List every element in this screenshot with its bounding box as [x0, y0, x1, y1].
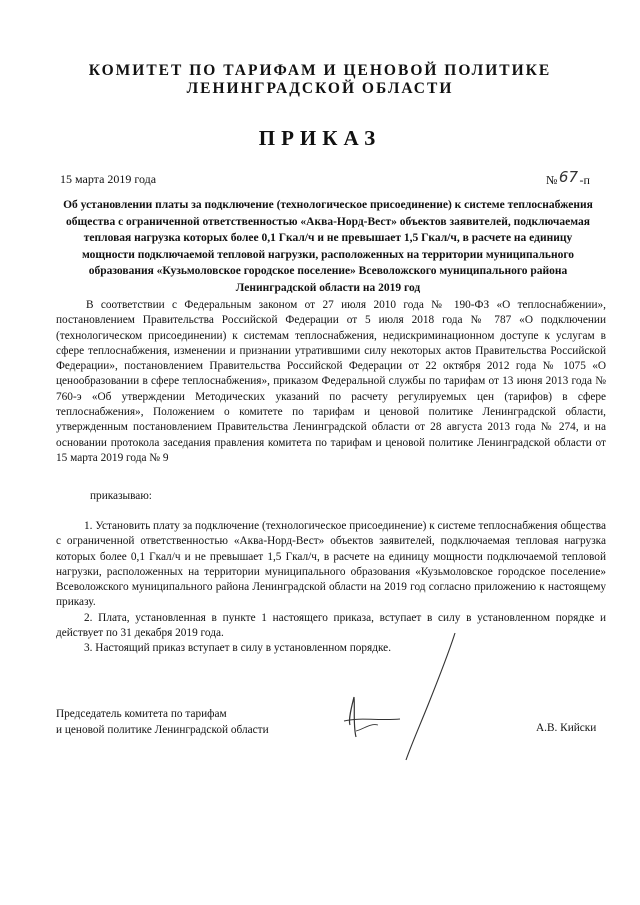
- committee-header: [40, 62, 600, 98]
- signer-position-line-2: и ценовой политике Ленинградской области: [56, 724, 269, 736]
- handwritten-signature: [320, 625, 480, 775]
- preamble-paragraph: В соответствии с Федеральным законом от 27 июля 2010 года № 190-ФЗ «О теплоснабжении», постановлением Правительства Российской Федерации от 5 июля 2018 года № 787 «О подключении (технологическом присоединении) к системам теплоснабжения, недискриминационном доступе к услугам в сфере теплоснабжения, изменении и признании утратившими силу некоторых актов Правительства Российской Федерации», постановлением Правительства Российской Федерации от 22 октября 2012 года № 1075 «О ценообразовании в сфере теплоснабжения», приказом Федеральной службы по тарифам от 13 июня 2013 года № 760-э «Об утверждении Методических указаний по расчету регулируемых цен (тарифов) в сфере теплоснабжения», Положением о комитете по тарифам и ценовой политике Ленинградской области, утвержденным постановлением Правительства Ленинградской области от 28 августа 2013 года № 274, и на основании протокола заседания правления комитета по тарифам и ценовой политике Ленинградской области от 15 марта 2019 года № 9: [56, 299, 606, 464]
- signer-position-line-1: Председатель комитета по тарифам: [56, 708, 227, 720]
- number-prefix: №: [546, 173, 558, 187]
- order-item-1: 1. Установить плату за подключение (технологическое присоединение) к системе теплоснабжения общества с ограниченной ответственностью «Аква-Норд-Вест» объектов заявителей, подключаемая тепловая нагрузка которых более 0,1 Гкал/ч и не превышает 1,5 Гкал/ч, в расчете на единицу мощности подключаемой тепловой нагрузки, расположенных на территории муниципального образования «Кузьмоловское городское поселение» Всеволожского муниципального района Ленинградской области на 2019 год согласно приложению к настоящему приказу.: [56, 520, 606, 609]
- order-item-3: 3. Настоящий приказ вступает в силу в установленном порядке.: [84, 642, 392, 655]
- header-line-2: ЛЕНИНГРАДСКОЙ ОБЛАСТИ: [186, 80, 454, 97]
- order-number: [546, 170, 590, 188]
- signer-name: А.В. Кийски: [536, 722, 597, 734]
- signer-position: [56, 706, 269, 738]
- header-line-1: КОМИТЕТ ПО ТАРИФАМ И ЦЕНОВОЙ ПОЛИТИКЕ: [88, 62, 552, 79]
- order-date: 15 марта 2019 года: [60, 172, 157, 186]
- ordering-word: приказываю:: [90, 490, 152, 502]
- order-subject: Об установлении платы за подключение (технологическое присоединение) к системе теплоснабжения общества с ограниченной ответственностью «Аква-Норд-Вест» объектов заявителей, подключаемая тепловая нагрузка которых более 0,1 Гкал/ч и не превышает 1,5 Гкал/ч, в расчете на единицу мощности подключаемой тепловой нагрузки, расположенных на территории муниципального образования «Кузьмоловское городское поселение» Всеволожского муниципального района Ленинградской области на 2019 год: [63, 199, 593, 294]
- number-suffix: -п: [579, 173, 590, 187]
- number-value: 67: [558, 168, 578, 186]
- order-item-2: 2. Плата, установленная в пункте 1 настоящего приказа, вступает в силу в установленном порядке и действует по 31 декабря 2019 года.: [56, 611, 606, 640]
- order-title: ПРИКАЗ: [258, 126, 382, 150]
